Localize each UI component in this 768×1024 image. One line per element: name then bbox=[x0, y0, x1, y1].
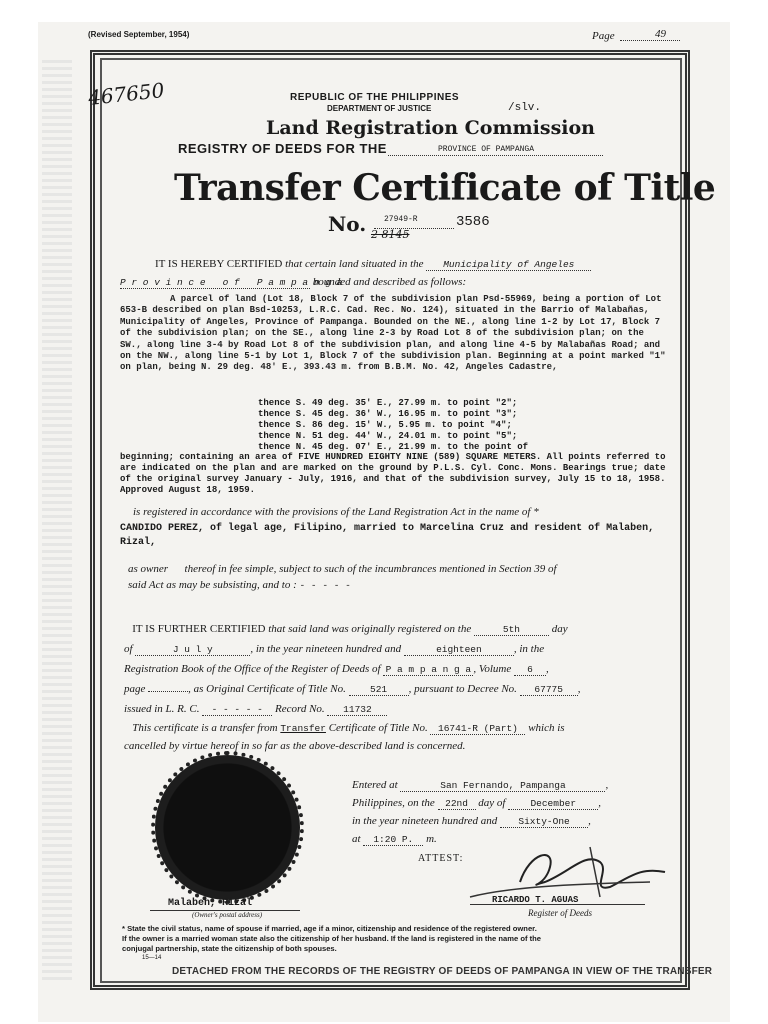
title-number: 3586 bbox=[456, 214, 490, 230]
origin-year: eighteen bbox=[404, 644, 514, 656]
transfer-text-2: Certificate of Title No. bbox=[328, 722, 428, 734]
further-intro: IT IS FURTHER CERTIFIED bbox=[132, 623, 266, 635]
further-line-3: Registration Book of the Office of the Register of Deeds of P a m p a n g a , Volume 6 , bbox=[124, 663, 549, 675]
fee-simple-text: said Act as may be subsisting, and to : bbox=[128, 579, 297, 591]
further-text: that said land was originally registered on the bbox=[268, 623, 472, 635]
description-end-text: beginning; containing an area of FIVE HUNDRED EIGHTY NINE (589) SQUARE METERS. All points referred to are indicated on the plan and are marked on the ground by P.L.S. Cyl. Conc. Mons. Bearings true; date of the original survey January - July, 1916, and that of the subdivision survey, July 15 to 18, 1958. Approved August 18, 1959. bbox=[120, 452, 666, 495]
title-number-small: 27949-R bbox=[384, 215, 418, 224]
m-label: m. bbox=[426, 833, 437, 845]
frame-left-shade bbox=[42, 60, 72, 980]
entry-time: 1:20 P. bbox=[363, 834, 423, 846]
title-number-label: No. bbox=[328, 212, 367, 236]
transfer-text: This certificate is a transfer from bbox=[132, 722, 278, 734]
description-end bbox=[120, 452, 668, 496]
municipality-field: Municipality of Angeles bbox=[426, 259, 591, 271]
clerk-initials: /slv. bbox=[508, 102, 542, 114]
description-text: A parcel of land (Lot 18, Block 7 of the subdivision plan Psd-55969, being a portion of Lot 653-B described on plan Bsd-10253, L.R.C. Cad. Rec. No. 124), situated in the Barrio of Malabañas, Municipality of Angeles, Province of Pampanga. Bounded on the NE., along line 1-2 by Lot 17, Block 7 of the subdivision plan; on the SE., along line 2-3 by Road Lot 8 of the subdivision plan; on the SW., along line 3-4 by Road Lot 8 of the subdivision plan, and along line 4-5 by Malabañas Road; and on the NW., along line 5-1 by Lot 1, Block 7 of the subdivision plan. Beginning at a point marked "1" on plan, being N. 29 deg. 48' E., 393.43 m. from B.B.M. No. 42, Angeles Cadastre, bbox=[120, 294, 666, 373]
origin-month: J u l y bbox=[135, 644, 250, 656]
registry-province: PROVINCE OF PAMPANGA bbox=[438, 145, 535, 154]
entry-line-1: Entered at San Fernando, Pampanga , bbox=[352, 779, 609, 791]
record-label: Record No. bbox=[274, 703, 325, 715]
register-signature bbox=[450, 842, 675, 902]
further-line-1 bbox=[124, 623, 664, 636]
entered-place: San Fernando, Pampanga bbox=[400, 780, 605, 792]
certified-intro: IT IS HEREBY CERTIFIED bbox=[155, 258, 283, 270]
page-number: 49 bbox=[655, 28, 666, 40]
owner-address: Malaben, Rizal bbox=[168, 898, 253, 909]
book-place: P a m p a n g a bbox=[383, 664, 473, 676]
volume-label: , Volume bbox=[473, 663, 512, 675]
decree-label: , pursuant to Decree No. bbox=[408, 683, 517, 695]
in-the-text: , in the bbox=[513, 643, 545, 655]
handwritten-number: 467650 bbox=[86, 78, 166, 110]
day-label: day bbox=[551, 623, 568, 635]
year-text: , in the year nineteen hundred and bbox=[250, 643, 402, 655]
entry-day: 22nd bbox=[438, 798, 476, 810]
of-label: of bbox=[124, 643, 133, 655]
page-margin bbox=[0, 0, 36, 1024]
entry-line-3: in the year nineteen hundred and Sixty-One , bbox=[352, 815, 591, 827]
volume-value: 6 bbox=[514, 664, 546, 676]
footnote-line-2: If the owner is a married woman state also the citizenship of her husband. If the land is registered in the name of the bbox=[122, 934, 542, 943]
bearings-list bbox=[258, 398, 528, 453]
issued-label: issued in L. R. C. bbox=[124, 703, 200, 715]
decree-number: 67775 bbox=[520, 684, 578, 696]
further-line-4: page , as Original Certificate of Title No. 521 , pursuant to Decree No. 67775 , bbox=[124, 683, 581, 695]
register-role: Register of Deeds bbox=[528, 908, 592, 918]
fee-simple-line-2 bbox=[128, 579, 351, 591]
at-label: at bbox=[352, 833, 361, 845]
register-name: RICARDO T. AGUAS bbox=[492, 895, 579, 905]
entry-year-text: in the year nineteen hundred and bbox=[352, 815, 498, 827]
transfer-number: 16741-R (Part) bbox=[430, 723, 525, 735]
document-title: Transfer Certificate of Title bbox=[174, 167, 716, 209]
transfer-type: Transfer bbox=[280, 723, 326, 734]
certified-intro-rest: that certain land situated in the bbox=[285, 258, 424, 270]
province-line bbox=[388, 155, 603, 156]
title-number-handwritten: 2 8145 bbox=[371, 228, 410, 241]
book-text: Registration Book of the Office of the Register of Deeds of bbox=[124, 663, 381, 675]
department-heading: DEPARTMENT OF JUSTICE bbox=[327, 104, 432, 113]
cancelled-text: cancelled by virtue hereof in so far as the above-described land is concerned. bbox=[124, 740, 466, 752]
registered-text: is registered in accordance with the provisions of the Land Registration Act in the name of * bbox=[133, 506, 539, 518]
attest-label: ATTEST: bbox=[418, 853, 464, 864]
lrc-value: - - - - - bbox=[202, 704, 272, 716]
bearing-line: thence S. 86 deg. 15' W., 5.95 m. to point "4"; bbox=[258, 420, 512, 430]
record-number: 11732 bbox=[327, 704, 387, 716]
bearing-line: thence N. 45 deg. 07' E., 21.99 m. to the point of bbox=[258, 442, 529, 452]
page-line bbox=[620, 40, 680, 41]
further-line-5 bbox=[124, 703, 664, 716]
page-label: Page bbox=[592, 30, 615, 42]
fee-simple-line-1: as owner thereof in fee simple, subject to such of the incumbrances mentioned in Section 39 of bbox=[128, 563, 557, 575]
land-description bbox=[120, 294, 668, 374]
footnote-line-1: * State the civil status, name of spouse if married, age if a minor, citizenship and residence of the registered owner. bbox=[122, 924, 537, 933]
commission-heading: Land Registration Commission bbox=[266, 117, 595, 139]
page-value bbox=[148, 691, 188, 692]
certification-line-2 bbox=[120, 276, 466, 289]
detached-stamp: DETACHED FROM THE RECORDS OF THE REGISTRY OF DEEDS OF PAMPANGA IN VIEW OF THE TRANSFER bbox=[172, 966, 713, 977]
republic-heading: REPUBLIC OF THE PHILIPPINES bbox=[290, 92, 460, 103]
owner-name: CANDIDO PEREZ, of legal age, Filipino, married to Marcelina Cruz and resident of Malaben, Rizal, bbox=[120, 523, 655, 548]
fee-simple-value: - - - - - bbox=[299, 580, 351, 591]
entered-label: Entered at bbox=[352, 779, 398, 791]
registry-heading: REGISTRY OF DEEDS FOR THE bbox=[178, 141, 387, 156]
revised-date: (Revised September, 1954) bbox=[88, 30, 190, 39]
origin-day: 5th bbox=[474, 624, 549, 636]
page-label-field: page bbox=[124, 683, 146, 695]
philippines-text: Philippines, on the bbox=[352, 797, 435, 809]
certification-line-1 bbox=[155, 258, 591, 271]
entry-line-2: Philippines, on the 22nd day of December , bbox=[352, 797, 601, 809]
bearing-line: thence S. 49 deg. 35' E., 27.99 m. to point "2"; bbox=[258, 398, 518, 408]
oct-number: 521 bbox=[349, 684, 409, 696]
further-line-2 bbox=[124, 643, 664, 656]
bearing-line: thence S. 45 deg. 36' W., 16.95 m. to point "3"; bbox=[258, 409, 518, 419]
entry-month: December bbox=[508, 798, 598, 810]
transfer-line-1 bbox=[124, 722, 664, 735]
bounded-text: bounded and described as follows: bbox=[312, 276, 467, 288]
day-of-text: day of bbox=[478, 797, 506, 809]
address-caption: (Owner's postal address) bbox=[192, 911, 263, 919]
province-field: P r o v i n c e o f P a m p a n g a bbox=[120, 277, 343, 288]
oct-label: , as Original Certificate of Title No. bbox=[188, 683, 346, 695]
footnote-line-3: conjugal partnership, state the citizenship of both spouses. bbox=[122, 944, 337, 953]
official-seal bbox=[155, 755, 300, 900]
entry-year: Sixty-One bbox=[500, 816, 588, 828]
form-code: 15—14 bbox=[142, 955, 162, 961]
transfer-text-3: which is bbox=[528, 722, 565, 734]
bearing-line: thence N. 51 deg. 44' W., 24.01 m. to point "5"; bbox=[258, 431, 518, 441]
